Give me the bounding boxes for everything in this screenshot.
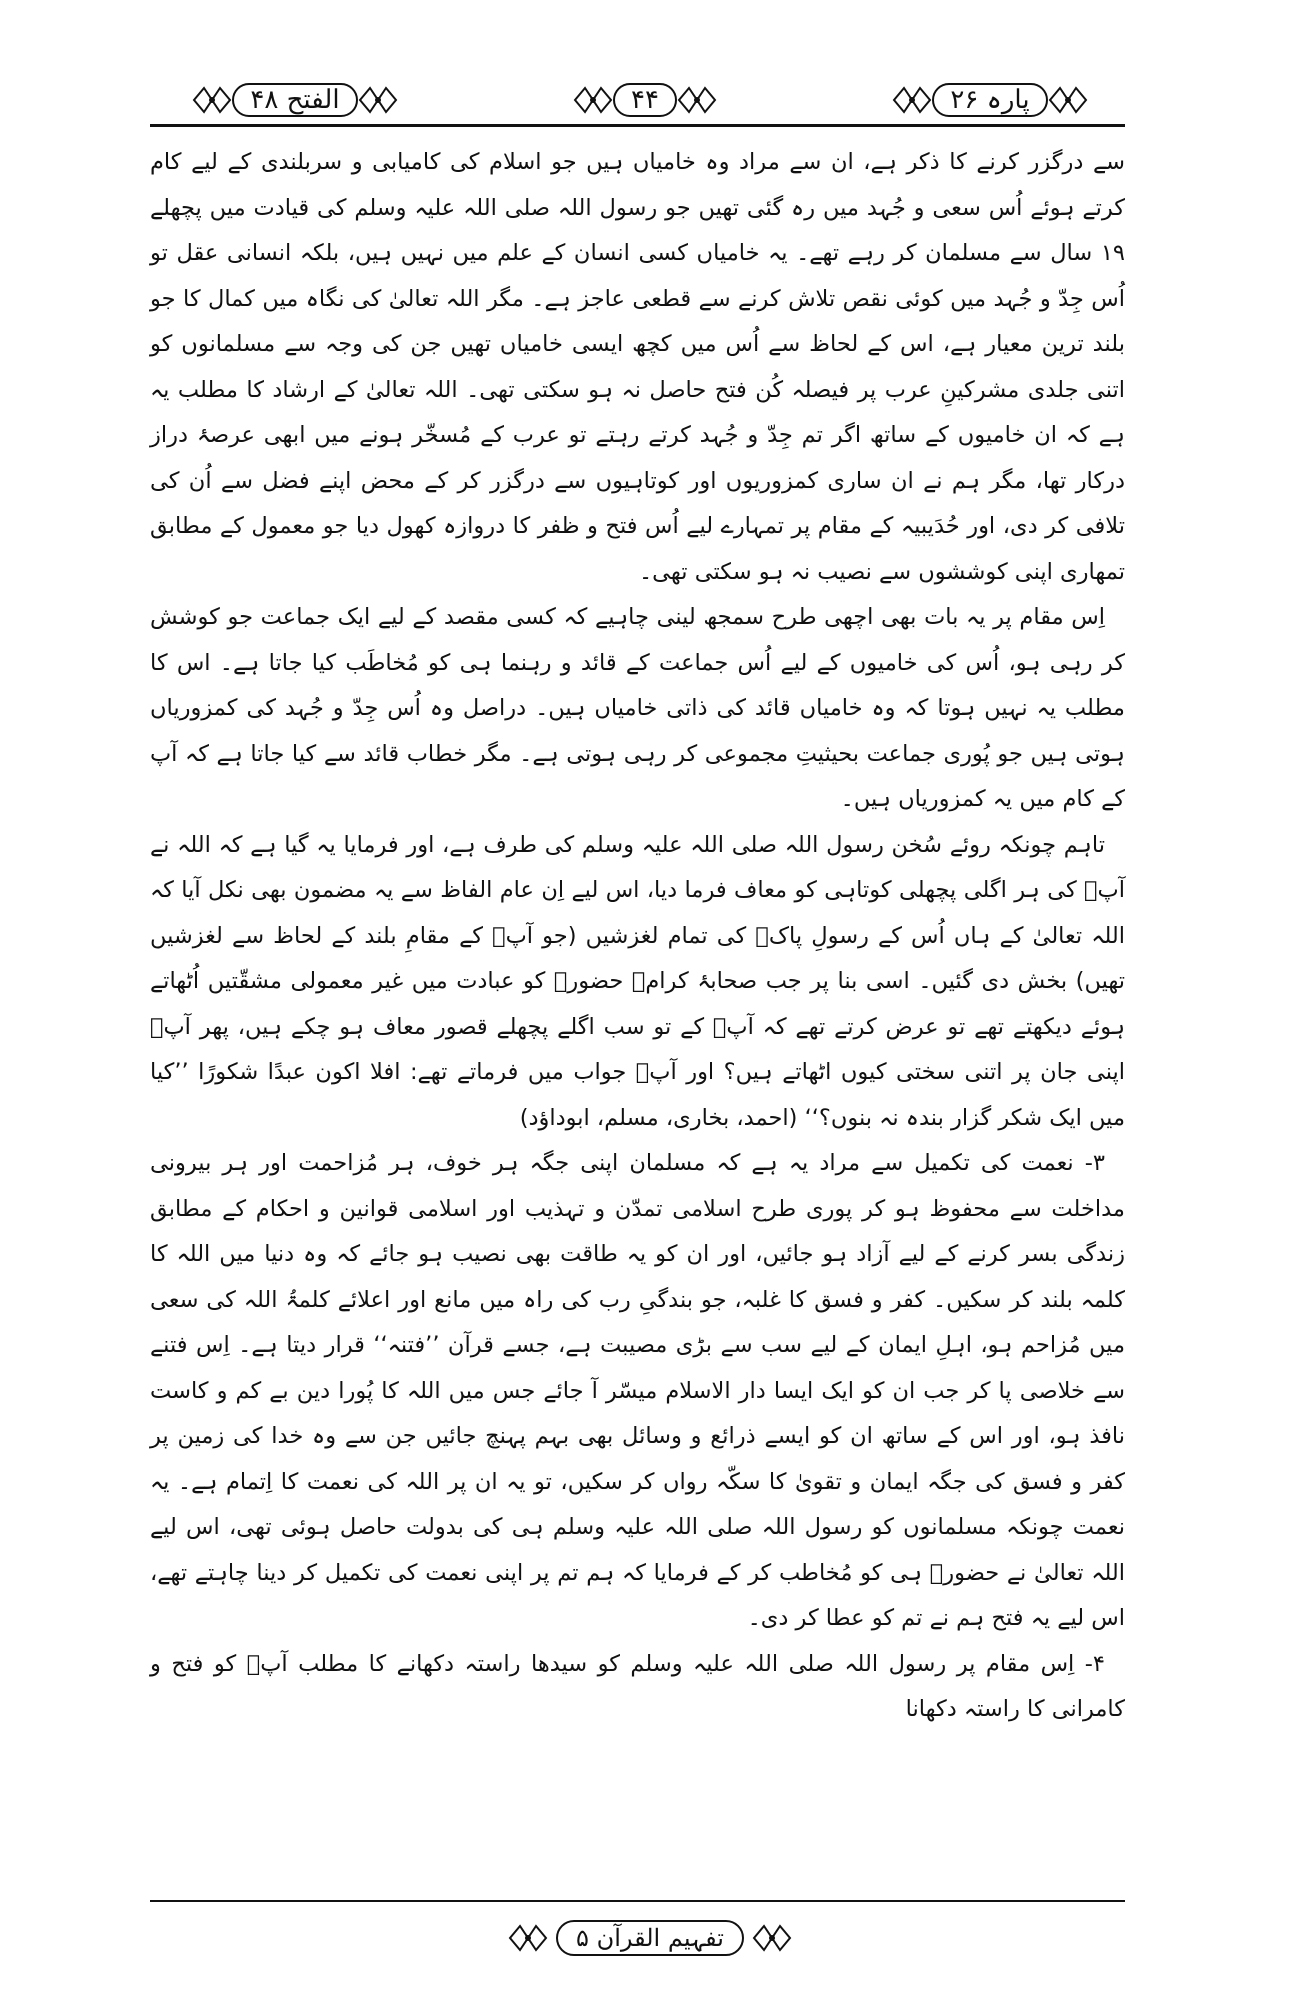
ornament-icon [192,85,232,115]
paragraph-5: ۴- اِس مقام پر رسول اللہ صلی اللہ علیہ وسلم کو سیدھا راستہ دکھانے کا مطلب آپؐ کو فتح و کامرانی کا راستہ دکھانا [150,1650,1125,1722]
paragraph-1: سے درگزر کرنے کا ذکر ہے، ان سے مراد وہ خامیاں ہیں جو اسلام کی کامیابی و سربلندی کے لیے کام کرتے ہوئے اُس سعی و جُہد میں رہ گئی تھیں جو رسول اللہ صلی اللہ علیہ وسلم کی قیادت میں پچھلے ۱۹ سال سے مسلمان کر رہے تھے۔ یہ خامیاں کسی انسان کے علم میں نہیں ہیں، بلکہ انسانی عقل تو اُس جِدّ و جُہد میں کوئی نقص تلاش کرنے سے قطعی عاجز ہے۔ مگر اللہ تعالیٰ کی نگاہ میں کمال کا جو بلند ترین معیار ہے، اس کے لحاظ سے اُس میں کچھ ایسی خامیاں تھیں جن کی وجہ سے مسلمانوں کو اتنی جلدی مشرکینِ عرب پر فیصلہ کُن فتح حاصل نہ ہو سکتی تھی۔ اللہ تعالیٰ کے ارشاد کا مطلب یہ ہے کہ ان خامیوں کے ساتھ اگر تم جِدّ و جُہد کرتے رہتے تو عرب کے مُسخّر ہونے میں ابھی عرصۂ دراز درکار تھا، مگر ہم نے ان ساری کمزوریوں اور کوتاہیوں سے درگزر کر کے محض اپنے فضل سے اُن کی تلافی کر دی، اور حُدَیبیہ کے مقام پر تمہارے لیے اُس فتح و ظفر کا دروازہ کھول دیا جو معمول کے مطابق تمھاری اپنی کوششوں سے نصیب نہ ہو سکتی تھی۔ [150,149,1125,585]
body-text [150,140,1125,1733]
header-surah-label: الفتح ۴۸ [232,83,357,117]
paragraph-2: اِس مقام پر یہ بات بھی اچھی طرح سمجھ لینی چاہیے کہ کسی مقصد کے لیے ایک جماعت جو کوشش کر رہی ہو، اُس کی خامیوں کے لیے اُس جماعت کے قائد و رہنما ہی کو مُخاطَب کیا جاتا ہے۔ اس کا مطلب یہ نہیں ہوتا کہ وہ خامیاں قائد کی ذاتی خامیاں ہیں۔ دراصل وہ اُس جِدّ و جُہد کی کمزوریاں ہوتی ہیں جو پُوری جماعت بحیثیتِ مجموعی کر رہی ہوتی ہے۔ مگر خطاب قائد سے کیا جاتا ہے کہ آپ کے کام میں یہ کمزوریاں ہیں۔ [150,604,1125,812]
header-para-label: پارہ ۲۶ [932,83,1047,117]
paragraph-3: تاہم چونکہ روئے سُخن رسول اللہ صلی اللہ علیہ وسلم کی طرف ہے، اور فرمایا یہ گیا ہے کہ اللہ نے آپؐ کی ہر اگلی پچھلی کوتاہی کو معاف فرما دیا، اس لیے اِن عام الفاظ سے یہ مضمون بھی نکل آیا کہ اللہ تعالیٰ کے ہاں اُس کے رسولِ پاکؐ کی تمام لغزشیں (جو آپؐ کے مقامِ بلند کے لحاظ سے لغزشیں تھیں) بخش دی گئیں۔ اسی بنا پر جب صحابۂ کرامؓ حضورؐ کو عبادت میں غیر معمولی مشقّتیں اُٹھاتے ہوئے دیکھتے تھے تو عرض کرتے تھے کہ آپؐ کے تو سب اگلے پچھلے قصور معاف ہو چکے ہیں، پھر آپؐ اپنی جان پر اتنی سختی کیوں اٹھاتے ہیں؟ اور آپؐ جواب میں فرماتے تھے: افلا اکون عبدًا شکورًا ’’کیا میں ایک شکر گزار بندہ نہ بنوں؟‘‘ (احمد، بخاری، مسلم، ابوداؤد) [150,831,1125,1131]
ornament-icon [892,85,932,115]
ornament-icon [573,85,613,115]
header-divider [150,124,1125,127]
footer-divider [150,1900,1125,1902]
page-header [150,78,1125,130]
footer-book-title: تفہیم القرآن ۵ [556,1920,744,1956]
ornament-icon [358,85,398,115]
ornament-icon [1048,85,1088,115]
paragraph-4: ۳- نعمت کی تکمیل سے مراد یہ ہے کہ مسلمان اپنی جگہ ہر خوف، ہر مُزاحمت اور ہر بیرونی مداخلت سے محفوظ ہو کر پوری طرح اسلامی تمدّن و تہذیب اور اسلامی قوانین و احکام کے مطابق زندگی بسر کرنے کے لیے آزاد ہو جائیں، اور ان کو یہ طاقت بھی نصیب ہو جائے کہ وہ دنیا میں اللہ کا کلمہ بلند کر سکیں۔ کفر و فسق کا غلبہ، جو بندگیِ رب کی راہ میں مانع اور اعلائے کلمۃُ اللہ کی سعی میں مُزاحم ہو، اہلِ ایمان کے لیے سب سے بڑی مصیبت ہے، جسے قرآن ’’فتنہ‘‘ قرار دیتا ہے۔ اِس فتنے سے خلاصی پا کر جب ان کو ایک ایسا دار الاسلام میسّر آ جائے جس میں اللہ کا پُورا دین بے کم و کاست نافذ ہو، اور اس کے ساتھ ان کو ایسے ذرائع و وسائل بھی بہم پہنچ جائیں جن سے وہ خدا کی زمین پر کفر و فسق کی جگہ ایمان و تقویٰ کا سکّہ رواں کر سکیں، تو یہ ان پر اللہ کی نعمت کا اِتمام ہے۔ یہ نعمت چونکہ مسلمانوں کو رسول اللہ صلی اللہ علیہ وسلم ہی کی بدولت حاصل ہوئی تھی، اس لیے اللہ تعالیٰ نے حضورؐ ہی کو مُخاطب کر کے فرمایا کہ ہم تم پر اپنی نعمت کی تکمیل کر دینا چاہتے تھے، اس لیے یہ فتح ہم نے تم کو عطا کر دی۔ [150,1150,1125,1631]
ornament-icon [677,85,717,115]
ornament-icon [752,1923,792,1953]
header-surah-block [160,78,430,122]
header-page-number-block [530,78,760,122]
ornament-icon [508,1923,548,1953]
header-para-block [855,78,1125,122]
page-footer [480,1916,820,1960]
page-number: ۴۴ [613,83,677,117]
